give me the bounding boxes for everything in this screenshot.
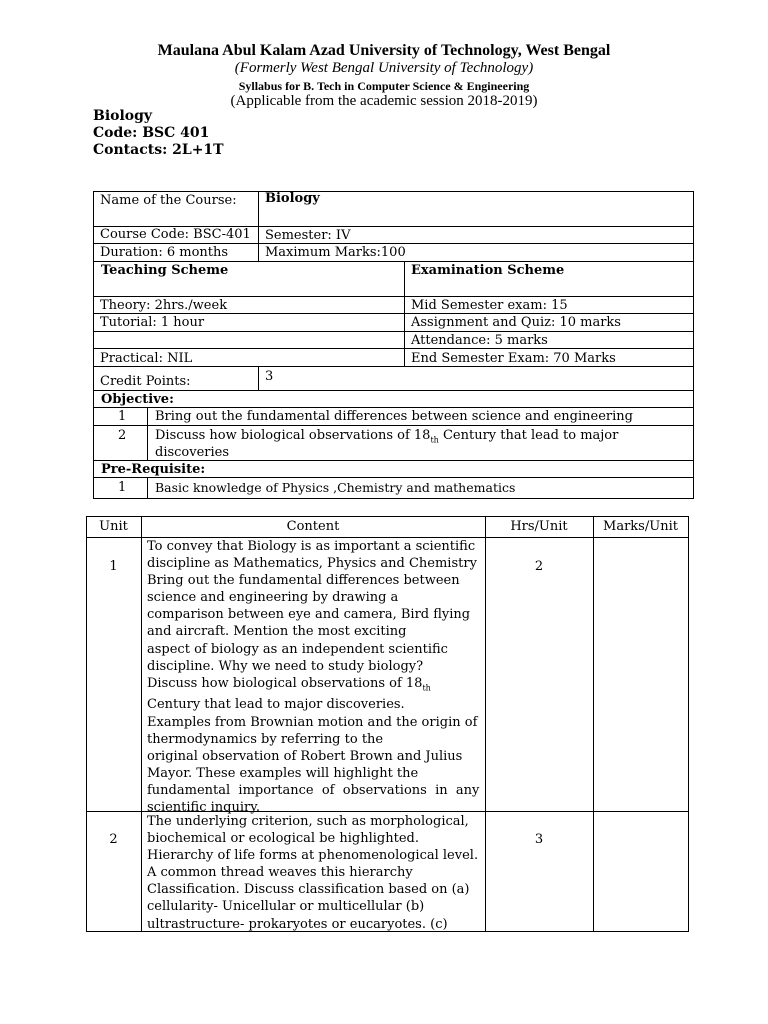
objective-text: Discuss how biological observations of $18_{th}$ Century that lead to major xyxy=(155,428,619,445)
unit-number: 2 xyxy=(109,832,118,847)
credit-points-label: Credit Points: xyxy=(100,374,191,389)
subject-code: Code: BSC 401 xyxy=(93,125,210,141)
end-semester-marks: End Semester Exam: 70 Marks xyxy=(411,351,616,366)
mid-semester-marks: Mid Semester exam: 15 xyxy=(411,298,568,313)
objective-heading: Objective: xyxy=(101,392,174,407)
course-code: Course Code: BSC-401 xyxy=(100,227,251,242)
prerequisite-number: 1 xyxy=(118,480,127,495)
applicable-note: (Applicable from the academic session 2018-2019) xyxy=(230,93,538,109)
unit-content: To convey that Biology is as important a scientific discipline as Mathematics, Physics and Chemistry Bring out the fundamental differences between science and engineering by drawing a comparison between eye and camera, Bird flying and aircraft. Mention the most exciting aspect of biology as an independent scientific discipline. Why we need to study biology? Discuss how biological observations of $18_{th}$ Century that lead to major discoveries. Examples from Brownian motion and the origin of thermodynamics by referring to the original observation of Robert Brown and Julius Mayor. These examples will highlight the fundamental importance of observations in any scientific inquiry. xyxy=(147,539,480,815)
exam-scheme-heading: Examination Scheme xyxy=(411,263,565,278)
unit-content: The underlying criterion, such as morphological, biochemical or ecological be highlighted. Hierarchy of life forms at phenomenological level. A common thread weaves this hierarchy Classification. Discuss classification based on (a) cellularity- Unicellular or multicellular (b) ultrastructure- prokaryotes or eucaryotes. (c) xyxy=(147,814,479,932)
max-marks: Maximum Marks:100 xyxy=(265,245,406,260)
column-header-unit: Unit xyxy=(99,519,128,534)
unit-hours: 3 xyxy=(534,832,544,847)
practical-hours: Practical: NIL xyxy=(100,351,193,366)
column-header-marks: Marks/Unit xyxy=(603,519,678,534)
column-header-content: Content xyxy=(286,519,340,534)
column-header-hrs: Hrs/Unit xyxy=(510,519,568,534)
credit-points-value: 3 xyxy=(265,369,274,384)
subject-name: Biology xyxy=(93,108,153,124)
theory-hours: Theory: 2hrs./week xyxy=(100,298,228,313)
objective-number: 2 xyxy=(118,428,127,443)
semester: Semester: IV xyxy=(265,228,351,243)
objective-number: 1 xyxy=(118,409,127,424)
unit-hours: 2 xyxy=(534,559,544,574)
teaching-scheme-heading: Teaching Scheme xyxy=(101,263,229,278)
tutorial-hours: Tutorial: 1 hour xyxy=(100,315,205,330)
attendance-marks: Attendance: 5 marks xyxy=(411,333,548,348)
unit-number: 1 xyxy=(109,559,118,574)
course-name-value: Biology xyxy=(265,191,320,206)
assignment-marks: Assignment and Quiz: 10 marks xyxy=(411,315,621,330)
subject-contacts: Contacts: 2L+1T xyxy=(93,142,224,158)
university-title: Maulana Abul Kalam Azad University of Technology, West Bengal xyxy=(157,42,611,59)
duration: Duration: 6 months xyxy=(100,245,229,260)
objective-text: Bring out the fundamental differences between science and engineering xyxy=(155,409,633,424)
prerequisite-text: Basic knowledge of Physics ,Chemistry and mathematics xyxy=(155,480,516,495)
syllabus-subtitle: Syllabus for B. Tech in Computer Science & Engineering xyxy=(238,79,530,93)
objective-text-continued: discoveries xyxy=(155,445,230,460)
course-name-label: Name of the Course: xyxy=(100,193,237,208)
prerequisite-heading: Pre-Requisite: xyxy=(101,462,206,477)
formerly-subtitle: (Formerly West Bengal University of Technology) xyxy=(234,60,534,76)
